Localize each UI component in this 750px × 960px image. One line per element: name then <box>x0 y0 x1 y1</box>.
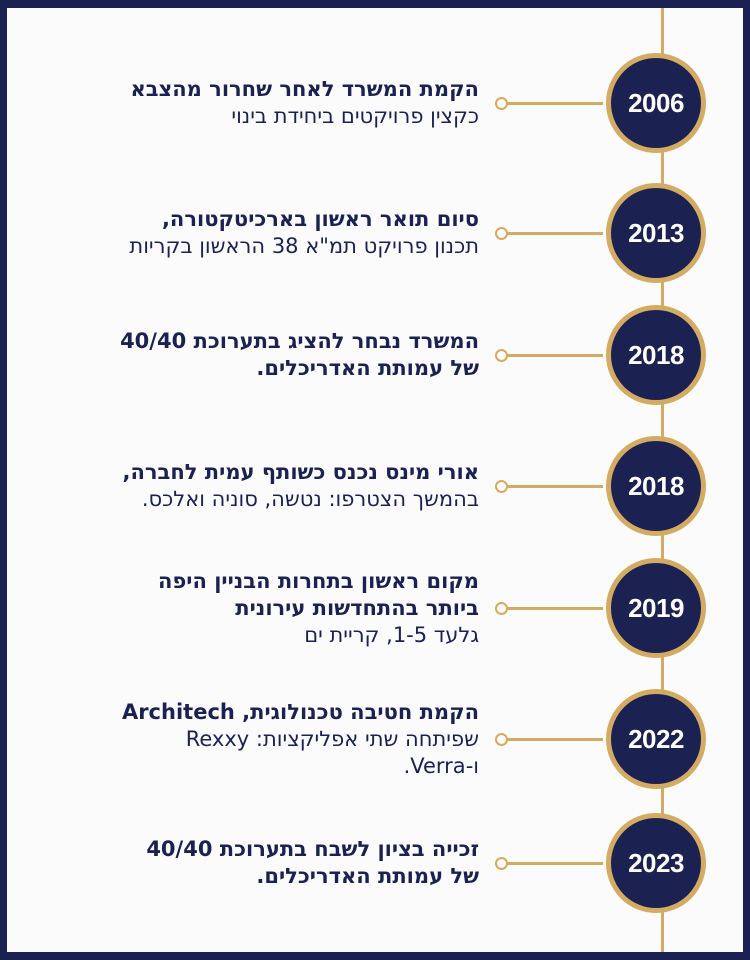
event-description <box>130 76 479 130</box>
connector-dot <box>495 602 508 615</box>
event-description <box>158 568 479 649</box>
event-headline: מקום ראשון בתחרות הבניין היפה <box>158 569 479 593</box>
event-description <box>120 328 479 382</box>
event-headline: זכייה בציון לשבח בתערוכת 40/40 <box>146 837 479 861</box>
connector-dot <box>495 227 508 240</box>
event-detail: בהמשך הצטרפו: נטשה, סוניה ואלכס. <box>141 487 479 511</box>
connector-line <box>504 102 603 105</box>
timeline-event <box>7 543 743 673</box>
connector-line <box>504 607 603 610</box>
event-headline: של עמותת האדריכלים. <box>256 356 479 380</box>
connector-dot <box>495 480 508 493</box>
timeline-event <box>7 290 743 420</box>
connector-line <box>504 232 603 235</box>
timeline-event <box>7 38 743 168</box>
year-badge: 2018 <box>606 436 706 536</box>
timeline-event <box>7 168 743 298</box>
year-badge: 2006 <box>606 53 706 153</box>
event-description <box>146 836 479 890</box>
connector-line <box>504 862 603 865</box>
connector-dot <box>495 733 508 746</box>
connector-line <box>504 485 603 488</box>
connector-line <box>504 738 603 741</box>
timeline-event <box>7 421 743 551</box>
connector-dot <box>495 349 508 362</box>
connector-dot <box>495 857 508 870</box>
event-detail: תכנון פרויקט תמ"א 38 הראשון בקריות <box>129 234 479 258</box>
timeline-event <box>7 674 743 804</box>
event-detail: שפיתחה שתי אפליקציות: Rexxy <box>185 727 479 751</box>
event-headline: ביותר בהתחדשות עירונית <box>235 596 479 620</box>
timeline-frame <box>7 8 743 952</box>
event-detail: גלעד 1-5, קריית ים <box>304 623 479 647</box>
year-badge: 2013 <box>606 183 706 283</box>
year-badge: 2022 <box>606 689 706 789</box>
event-description <box>122 699 479 780</box>
year-badge: 2023 <box>606 813 706 913</box>
event-description <box>123 459 480 513</box>
event-detail: ו-Verra. <box>403 754 479 778</box>
connector-line <box>504 354 603 357</box>
event-headline: הקמת המשרד לאחר שחרור מהצבא <box>130 77 479 101</box>
event-detail: כקצין פרויקטים ביחידת בינוי <box>231 104 479 128</box>
event-headline: אורי מינס נכנס כשותף עמית לחברה, <box>122 460 479 484</box>
year-badge: 2019 <box>606 558 706 658</box>
event-headline: סיום תואר ראשון בארכיטקטורה, <box>161 207 479 231</box>
event-headline: המשרד נבחר להציג בתערוכת 40/40 <box>120 329 479 353</box>
event-headline: הקמת חטיבה טכנולוגית, Architech <box>121 700 479 724</box>
timeline-event <box>7 798 743 928</box>
event-headline: של עמותת האדריכלים. <box>256 864 479 888</box>
event-description <box>129 206 479 260</box>
connector-dot <box>495 97 508 110</box>
year-badge: 2018 <box>606 305 706 405</box>
